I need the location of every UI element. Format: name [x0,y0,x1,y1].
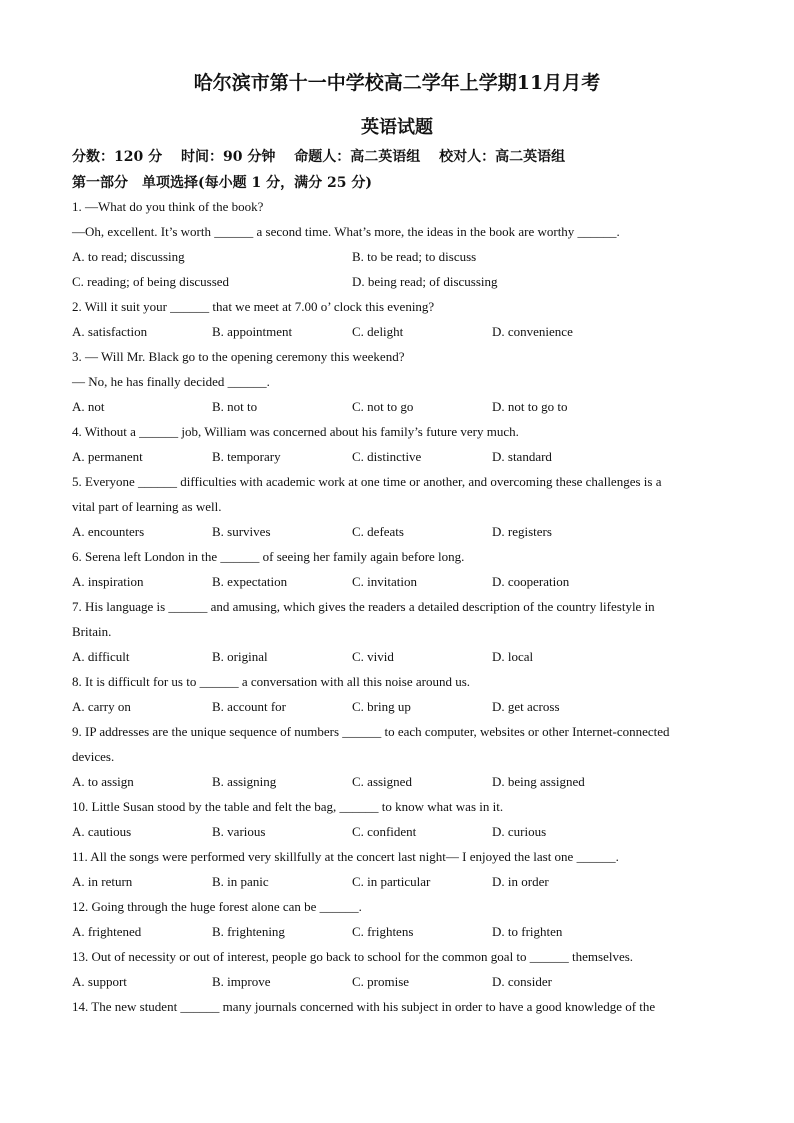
answer-option: B. account for [212,699,287,714]
question-text: 14. The new student ______ many journals concerned with his subject in order to have a good knowledge of the [72,999,656,1014]
answer-option: B. appointment [212,324,293,339]
answer-option: C. bring up [352,699,411,714]
score-info: 分数：120 分 [72,149,163,165]
answer-option: A. not [72,399,105,414]
answer-option: B. original [212,649,268,664]
question-text: 6. Serena left London in the ______ of seeing her family again before long. [72,549,465,564]
answer-option: A. difficult [72,649,130,664]
exam-title: 哈尔滨市第十一中学校高二学年上学期11月月考 [193,72,601,94]
answer-option: A. inspiration [72,574,144,589]
answer-option: C. delight [352,324,404,339]
setter-info: 命题人：高二英语组 [294,149,421,165]
answer-option: C. invitation [352,574,417,589]
answer-option: C. vivid [352,649,394,664]
answer-option: C. not to go [352,399,414,414]
answer-option: B. survives [212,524,271,539]
question-text: 3. — Will Mr. Black go to the opening ceremony this weekend? [72,349,405,364]
exam-subtitle: 英语试题 [361,117,433,138]
answer-option: D. convenience [492,324,573,339]
answer-option: B. improve [212,974,271,989]
answer-option: D. cooperation [492,574,570,589]
question-text: devices. [72,749,115,764]
answer-option: C. reading; of being discussed [72,274,230,289]
answer-option: A. encounters [72,524,145,539]
question-text: 8. It is difficult for us to ______ a conversation with all this noise around us. [72,674,471,689]
answer-option: A. permanent [72,449,143,464]
question-text: 11. All the songs were performed very skillfully at the concert last night— I enjoyed the last one ______. [72,849,619,864]
answer-option: C. distinctive [352,449,422,464]
answer-option: A. in return [72,874,133,889]
question-text: 1. —What do you think of the book? [72,199,264,214]
question-text: — No, he has finally decided ______. [72,374,270,389]
answer-option: D. consider [492,974,552,989]
question-text: Britain. [72,624,112,639]
answer-option: A. to read; discussing [72,249,185,264]
answer-option: D. in order [492,874,549,889]
answer-option: B. temporary [212,449,281,464]
section-title: 第一部分 单项选择(每小题 1 分，满分 25 分) [72,175,372,191]
answer-option: B. not to [212,399,258,414]
answer-option: C. promise [352,974,410,989]
answer-option: A. satisfaction [72,324,148,339]
answer-option: A. to assign [72,774,134,789]
answer-option: D. standard [492,449,552,464]
answer-option: B. expectation [212,574,288,589]
question-text: 5. Everyone ______ difficulties with academic work at one time or another, and overcoming these challenges is a [72,474,662,489]
answer-option: B. various [212,824,266,839]
answer-option: B. in panic [212,874,269,889]
answer-option: D. registers [492,524,552,539]
answer-option: C. defeats [352,524,404,539]
exam-meta [72,146,579,166]
answer-option: A. cautious [72,824,132,839]
question-text: vital part of learning as well. [72,499,222,514]
question-text: 13. Out of necessity or out of interest, people go back to school for the common goal to ______ themselves. [72,949,634,964]
answer-option: D. being assigned [492,774,585,789]
answer-option: D. being read; of discussing [352,274,498,289]
answer-option: B. to be read; to discuss [352,249,477,264]
answer-option: D. local [492,649,534,664]
answer-option: D. not to go to [492,399,568,414]
answer-option: A. carry on [72,699,131,714]
question-text: 7. His language is ______ and amusing, which gives the readers a detailed description of the country lifestyle in [72,599,655,614]
checker-info: 校对人：高二英语组 [439,149,566,165]
question-text: —Oh, excellent. It’s worth ______ a second time. What’s more, the ideas in the book are worthy ______. [72,224,620,239]
question-text: 4. Without a ______ job, William was concerned about his family’s future very much. [72,424,519,439]
question-text: 10. Little Susan stood by the table and felt the bag, ______ to know what was in it. [72,799,504,814]
answer-option: C. frightens [352,924,414,939]
question-text: 2. Will it suit your ______ that we meet at 7.00 o’ clock this evening? [72,299,435,314]
answer-option: D. curious [492,824,547,839]
answer-option: C. confident [352,824,417,839]
question-text: 9. IP addresses are the unique sequence of numbers ______ to each computer, websites or other Internet-connected [72,724,670,739]
answer-option: C. in particular [352,874,431,889]
question-text: 12. Going through the huge forest alone can be ______. [72,899,362,914]
answer-option: D. to frighten [492,924,563,939]
answer-option: A. support [72,974,127,989]
answer-option: D. get across [492,699,560,714]
answer-option: B. assigning [212,774,277,789]
time-info: 时间：90 分钟 [180,149,276,165]
answer-option: C. assigned [352,774,412,789]
answer-option: B. frightening [212,924,285,939]
answer-option: A. frightened [72,924,142,939]
